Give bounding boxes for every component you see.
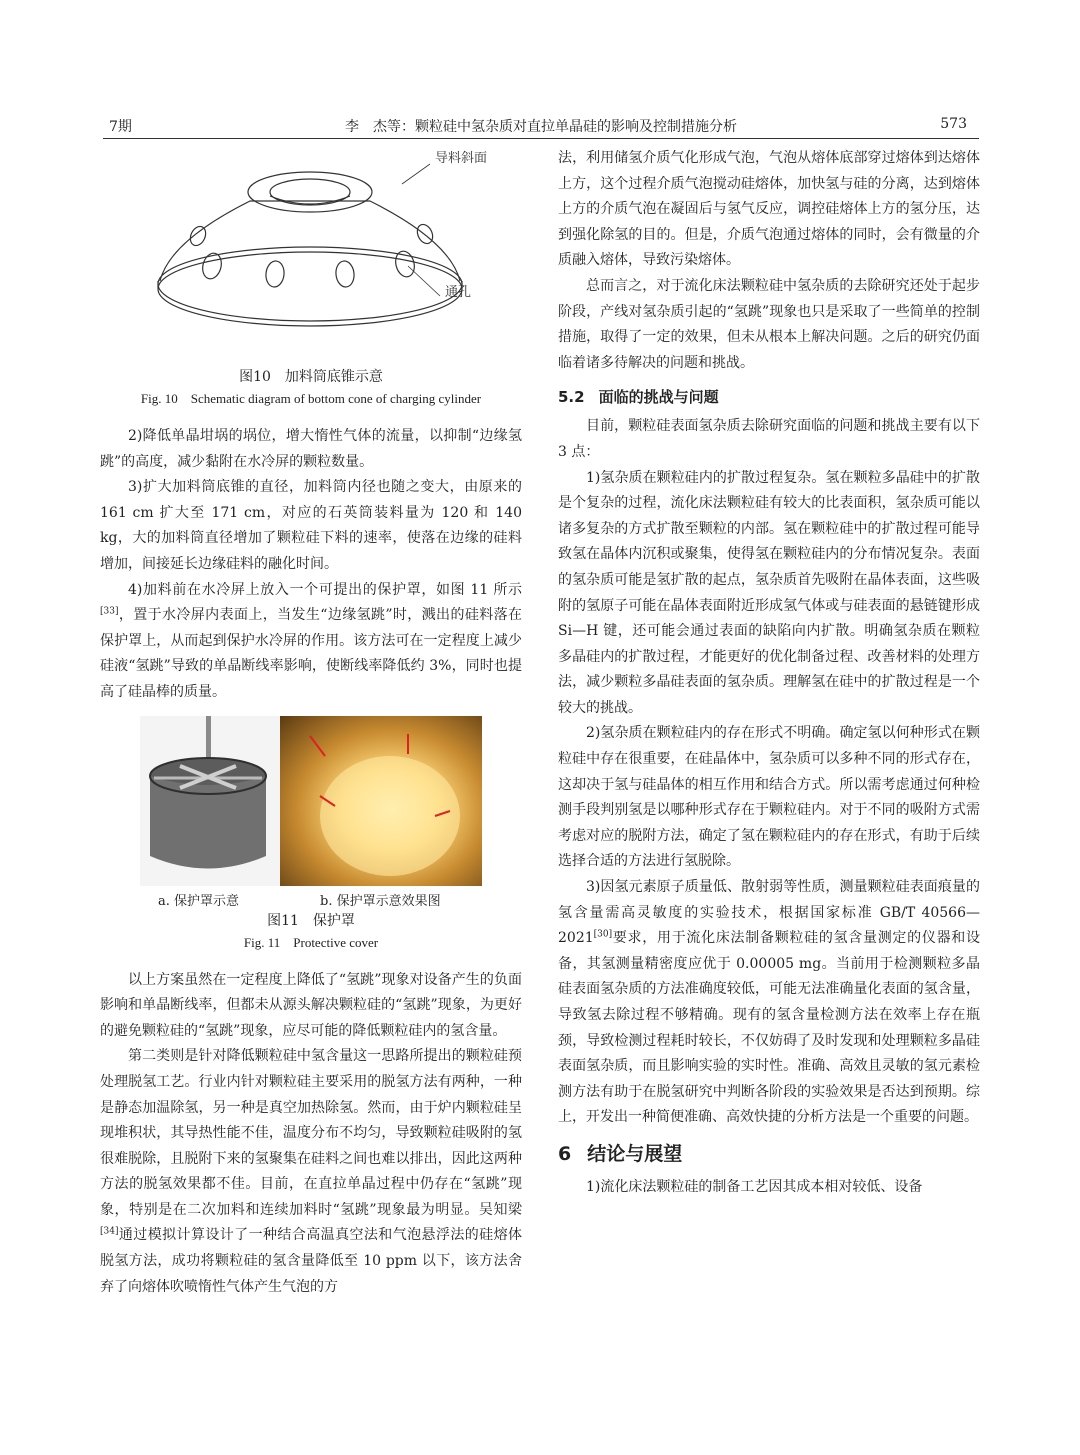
citation[interactable]: [30] xyxy=(593,929,613,940)
figure-10 xyxy=(100,146,522,366)
paragraph: 4)加料前在水冷屏上放入一个可提出的保护罩，如图 11 所示[33]，置于水冷屏内表面上，当发生“边缘氢跳”时，溅出的硅料落在保护罩上，从而起到保护水冷屏的作用。该方法可在一定程度上减少硅液“氢跳”导致的单晶断线率影响，使断线率降低约 3%，同时也提高了硅晶棒的质量。 xyxy=(100,581,522,700)
paragraph: 总而言之，对于流化床法颗粒硅中氢杂质的去除研究还处于起步阶段，产线对氢杂质引起的“氢跳”现象也只是采取了一些简单的控制措施，取得了一定的效果，但未从根本上解决问题。之后的研究仍面临着诸多待解决的问题和挑战。 xyxy=(558,277,980,371)
citation[interactable]: [34] xyxy=(100,1226,119,1237)
paragraph: 1)氢杂质在颗粒硅内的扩散过程复杂。氢在颗粒多晶硅中的扩散是个复杂的过程，流化床法颗粒硅有较大的比表面积，氢杂质可能以诸多复杂的方式扩散至颗粒的内部。氢在颗粒硅中的扩散过程可能导致氢在晶体内沉积或聚集，使得氢在颗粒硅内的分布情况复杂。表面的氢杂质可能是氢扩散的起点，氢杂质首先吸附在晶体表面，这些吸附的氢原子可能在晶体表面附近形成氢气体或与硅表面的悬链键形成 Si—H 键，还可能会通过表面的缺陷向内扩散。明确氢杂质在颗粒多晶硅内的扩散过程，才能更好的优化制备过程、改善材料的处理方法，减少颗粒多晶硅表面的氢杂质。理解氢在硅中的扩散过程是一个较大的挑战。 xyxy=(558,469,980,716)
paragraph: 3)扩大加料筒底锥的直径，加料筒内径也随之变大，由原来的 161 cm 扩大至 171 cm，对应的石英筒装料量为 120 和 140 kg，大的加料筒直径增加了颗粒硅下料的速率，使落在边缘的硅料增加，间接延长边缘硅料的融化时间。 xyxy=(100,479,522,572)
issue-number: 7期 xyxy=(109,119,132,135)
paragraph: 第二类则是针对降低颗粒硅中氢含量这一思路所提出的颗粒硅预处理脱氢工艺。行业内针对颗粒硅主要采用的脱氢方法有两种，一种是静态加温除氢，另一种是真空加热除氢。然而，由于炉内颗粒硅呈现堆积状，其导热性能不佳，温度分布不均匀，导致颗粒硅吸附的氢很难脱除，且脱附下来的氢聚集在硅料之间也难以排出，因此这两种方法的脱氢效果都不佳。目前，在直拉单晶过程中仍存在“氢跳”现象，特别是在二次加料和连续加料时“氢跳”现象最为明显。吴知梁[34]通过模拟计算设计了一种结合高温真空法和气泡悬浮法的硅熔体脱氢方法，成功将颗粒硅的氢含量降低至 10 ppm 以下，该方法舍弃了向熔体吹喷惰性气体产生气泡的方 xyxy=(100,1048,522,1295)
protective-cover-render xyxy=(140,716,280,886)
page-number: 573 xyxy=(940,116,967,132)
running-header xyxy=(103,112,979,139)
bottom-cone-drawing xyxy=(140,146,520,346)
section-heading-6: 6 结论与展望 xyxy=(558,1142,683,1165)
running-title: 李 杰等：颗粒硅中氢杂质对直拉单晶硅的影响及控制措施分析 xyxy=(345,119,737,135)
paragraph: 2)降低单晶坩埚的埚位，增大惰性气体的流量，以抑制“边缘氢跳”的高度，减少黏附在水冷屏的颗粒数量。 xyxy=(100,428,522,470)
label-through-hole: 通孔 xyxy=(445,285,472,300)
figure-11 xyxy=(100,716,522,888)
protective-cover-effect-photo xyxy=(280,716,482,886)
left-column xyxy=(100,146,522,1300)
figure-11-caption-cn: 图11 保护罩 xyxy=(267,912,355,929)
figure-11-subcaptions xyxy=(100,888,522,910)
figure-11-caption-en: Fig. 11 Protective cover xyxy=(243,934,379,950)
citation[interactable]: [33] xyxy=(100,606,119,617)
paragraph: 以上方案虽然在一定程度上降低了“氢跳”现象对设备产生的负面影响和单晶断线率，但都未从源头解决颗粒硅的“氢跳”现象，为更好的避免颗粒硅的“氢跳”现象，应尽可能的降低颗粒硅内的氢含量。 xyxy=(100,971,522,1039)
subcaption-b: b. 保护罩示意效果图 xyxy=(320,893,441,909)
paragraph: 3)因氢元素原子质量低、散射弱等性质，测量颗粒硅表面痕量的氢含量需高灵敏度的实验技术，根据国家标准 GB/T 40566—2021[30]要求，用于流化床法制备颗粒硅的氢含量测定的仪器和设备，其氢测量精密度应优于 0.00005 mg。当前用于检测颗粒多晶硅表面氢杂质的方法准确度较低，可能无法准确量化表面的氢含量，导致氢去除过程不够精确。现有的氢含量检测方法在效率上存在瓶颈，导致检测过程耗时较长，不仅妨碍了及时发现和处理颗粒多晶硅表面氢杂质，而且影响实验的实时性。准确、高效且灵敏的氢元素检测方法有助于在脱氢研究中判断各阶段的实验效果是否达到预期。综上，开发出一种简便准确、高效快捷的分析方法是一个重要的问题。 xyxy=(558,879,980,1126)
paragraph: 目前，颗粒硅表面氢杂质去除研究面临的问题和挑战主要有以下 3 点： xyxy=(558,418,980,460)
paragraph: 2)氢杂质在颗粒硅内的存在形式不明确。确定氢以何种形式在颗粒硅中存在很重要，在硅晶体中，氢杂质可以多种不同的形式存在，这却决于氢与硅晶体的相互作用和结合方式。所以需考虑通过何种检测手段判别氢是以哪种形式存在于颗粒硅内。对于不同的吸附方式需考虑对应的脱附方法，确定了氢在颗粒硅内的存在形式，有助于后续选择合适的方法进行氢脱除。 xyxy=(558,725,980,870)
figure-10-caption-cn: 图10 加料筒底锥示意 xyxy=(239,369,383,385)
paragraph: 法，利用储氢介质气化形成气泡，气泡从熔体底部穿过熔体到达熔体上方，这个过程介质气泡搅动硅熔体，加快氢与硅的分离，达到熔体上方的介质气泡在凝固后与氢气反应，调控硅熔体上方的氢分压，达到强化除氢的目的。但是，介质气泡通过熔体的同时，会有微量的介质融入熔体，导致污染熔体。 xyxy=(558,150,980,269)
section-heading-5-2: 5.2 面临的挑战与问题 xyxy=(558,388,719,407)
right-column xyxy=(558,146,980,1201)
paragraph: 1)流化床法颗粒硅的制备工艺因其成本相对较低、设备 xyxy=(586,1178,923,1195)
figure-10-caption-en: Fig. 10 Schematic diagram of bottom cone of charging cylinder xyxy=(140,391,482,406)
label-guide-slope: 导料斜面 xyxy=(435,151,488,166)
subcaption-a: a. 保护罩示意 xyxy=(158,893,240,909)
